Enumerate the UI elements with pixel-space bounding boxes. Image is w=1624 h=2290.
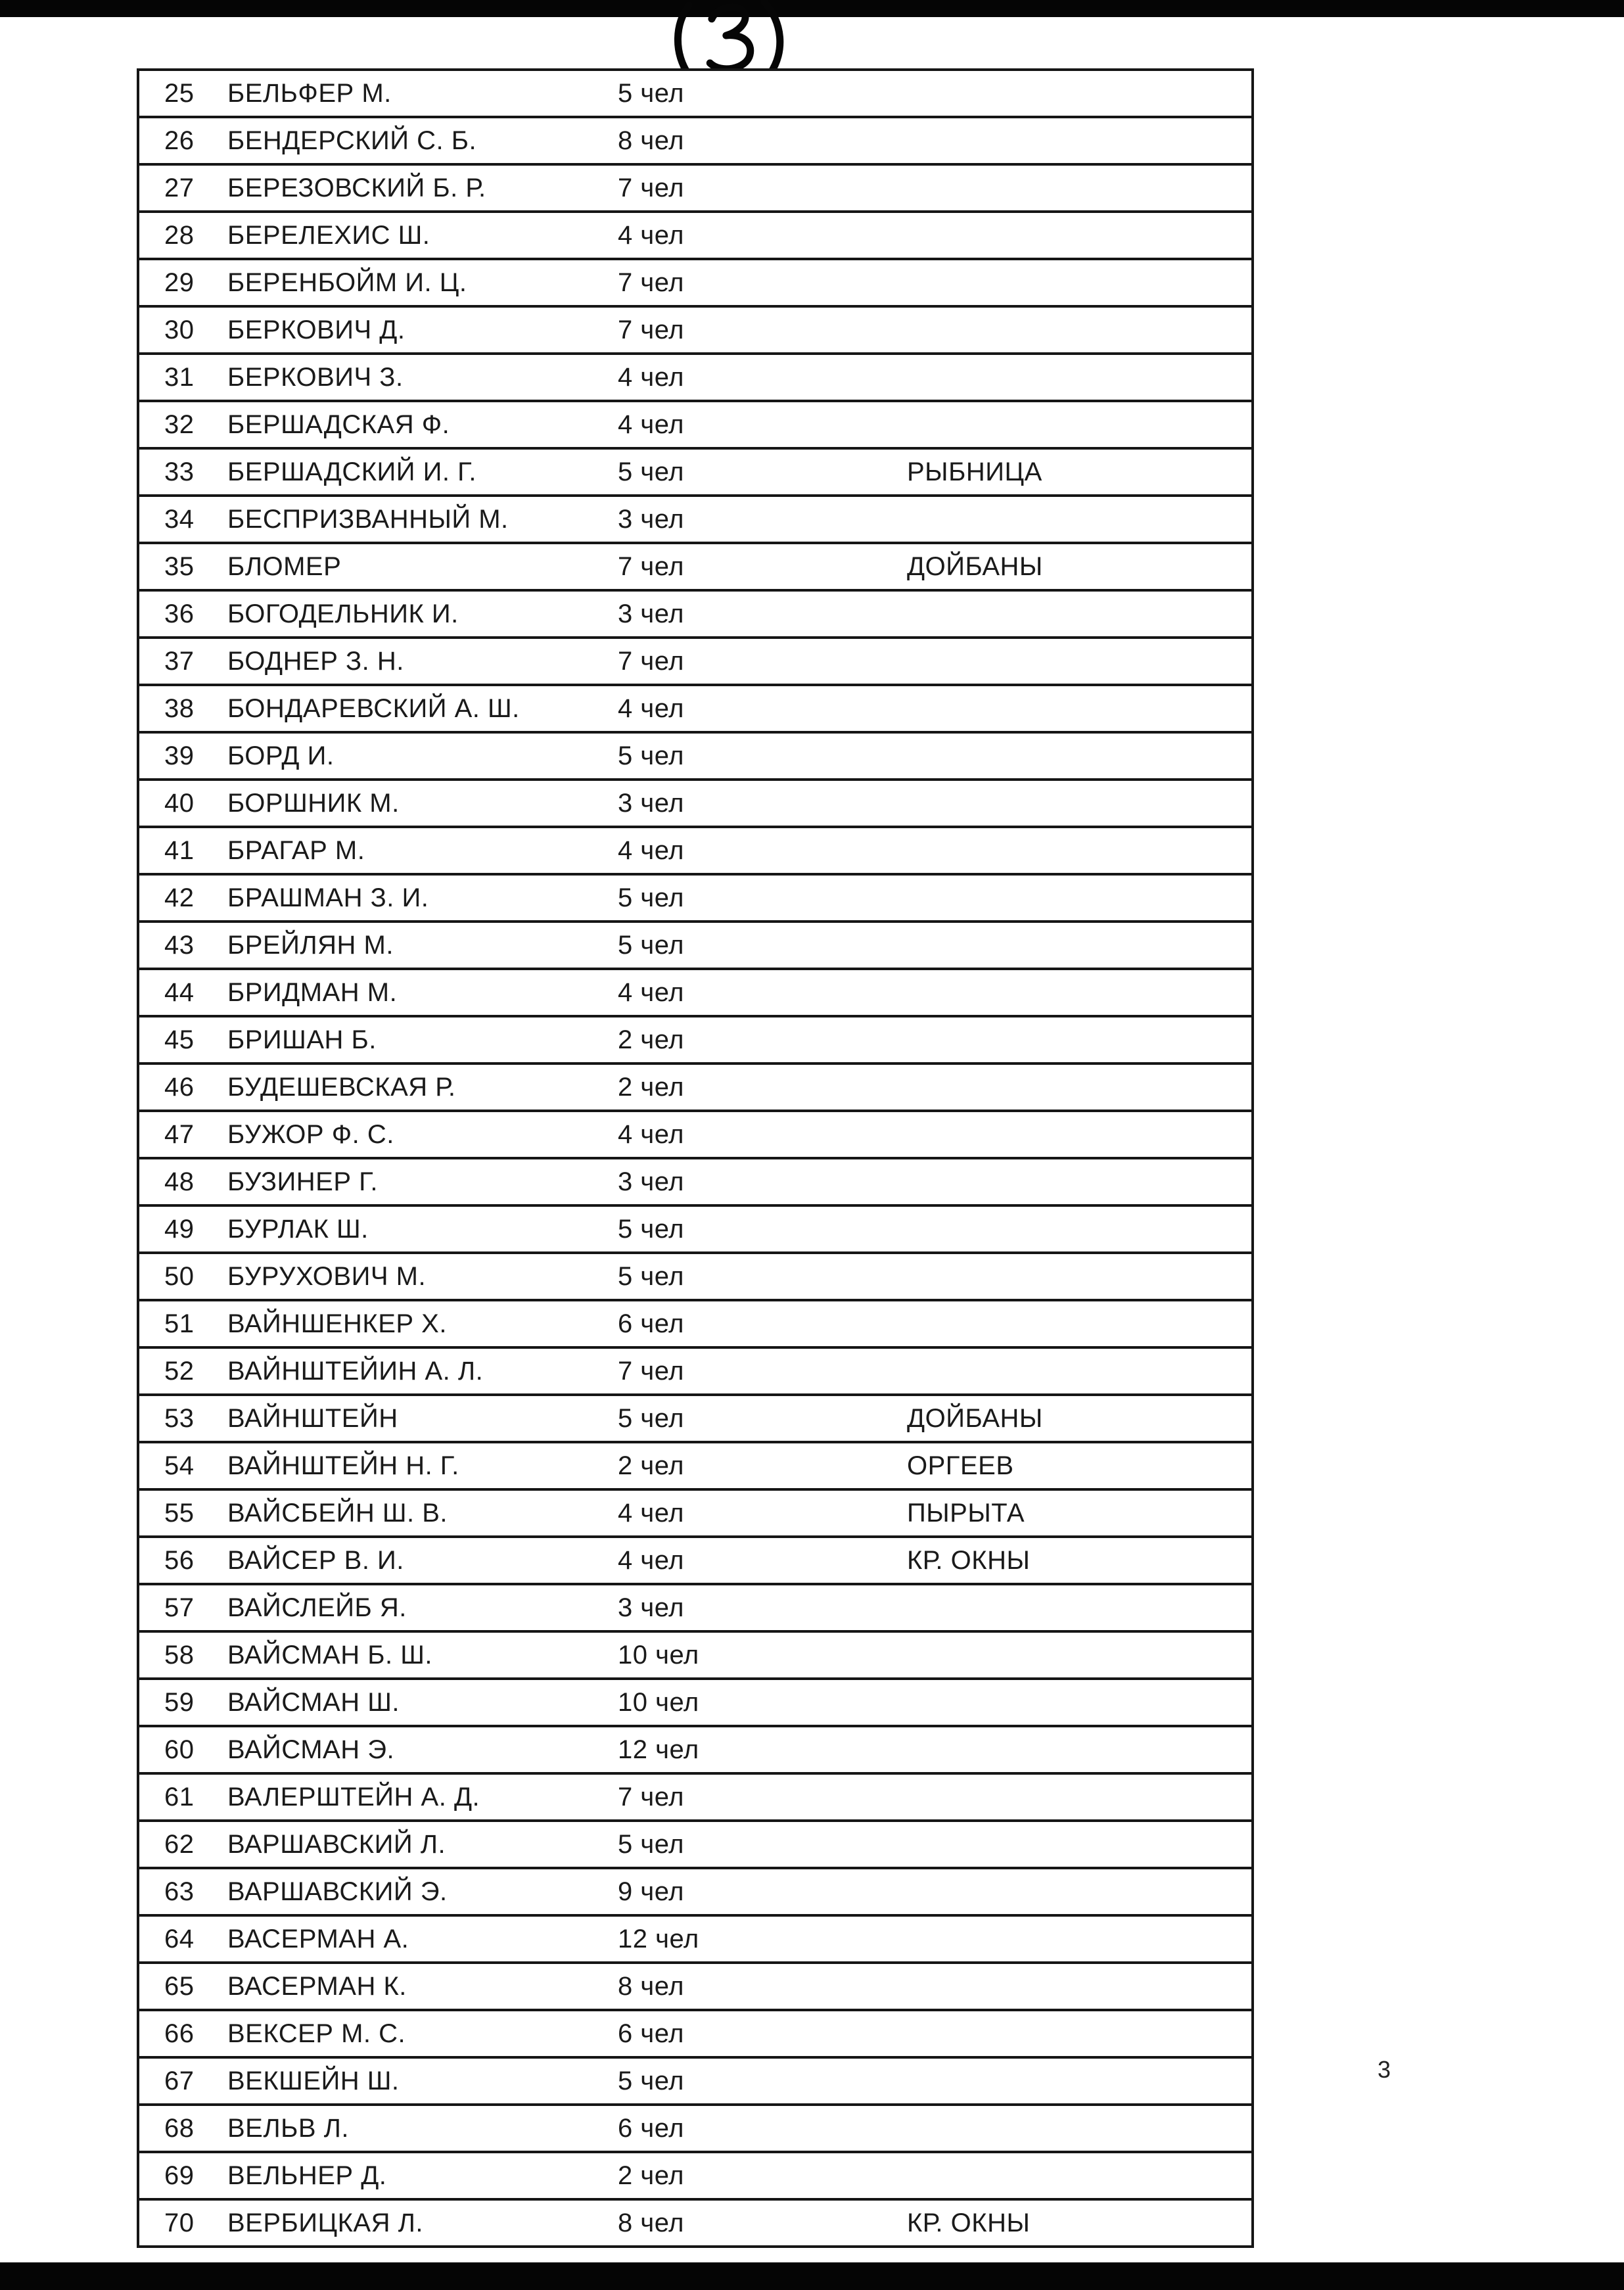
- row-number: 57: [164, 1593, 195, 1622]
- row-number: 33: [164, 457, 195, 486]
- row-number: 30: [164, 315, 195, 344]
- table-row: [139, 1017, 1251, 1065]
- row-count: 6 чел: [618, 2113, 684, 2143]
- row-number: 58: [164, 1640, 195, 1670]
- row-count: 5 чел: [618, 1403, 684, 1433]
- row-name: ВАЙНШТЕЙН: [227, 1403, 398, 1433]
- row-name: БРИШАН Б.: [227, 1025, 377, 1054]
- row-count: 12 чел: [618, 1735, 699, 1764]
- row-name: БРЕЙЛЯН М.: [227, 930, 394, 960]
- row-number: 50: [164, 1261, 195, 1291]
- table-row: [139, 213, 1251, 260]
- row-count: 5 чел: [618, 2066, 684, 2095]
- row-count: 6 чел: [618, 1309, 684, 1338]
- row-count: 5 чел: [618, 883, 684, 912]
- row-count: 8 чел: [618, 126, 684, 155]
- table-row: [139, 1207, 1251, 1254]
- row-place: ОРГЕЕВ: [907, 1451, 1014, 1480]
- table-row: [139, 260, 1251, 308]
- row-number: 39: [164, 741, 195, 770]
- row-count: 7 чел: [618, 315, 684, 344]
- row-count: 9 чел: [618, 1877, 684, 1906]
- row-name: БЕРЕНБОЙМ И. Ц.: [227, 268, 467, 297]
- row-count: 5 чел: [618, 1261, 684, 1291]
- row-number: 35: [164, 551, 195, 581]
- row-name: БУЖОР Ф. С.: [227, 1119, 394, 1149]
- row-number: 65: [164, 1971, 195, 2001]
- table-row: [139, 970, 1251, 1017]
- row-number: 28: [164, 220, 195, 250]
- row-number: 54: [164, 1451, 195, 1480]
- row-name: ВЕЛЬВ Л.: [227, 2113, 350, 2143]
- row-name: ВАСЕРМАН К.: [227, 1971, 407, 2001]
- row-number: 59: [164, 1687, 195, 1717]
- row-number: 42: [164, 883, 195, 912]
- row-number: 45: [164, 1025, 195, 1054]
- table-row: [139, 1443, 1251, 1491]
- row-count: 4 чел: [618, 693, 684, 723]
- table-row: [139, 1869, 1251, 1917]
- row-name: ВАЙНШТЕЙН Н. Г.: [227, 1451, 459, 1480]
- row-number: 46: [164, 1072, 195, 1102]
- row-name: ВАЙСБЕЙН Ш. В.: [227, 1498, 448, 1528]
- row-count: 5 чел: [618, 457, 684, 486]
- scan-artifact-top-bar: [0, 0, 1624, 17]
- row-name: ВАЛЕРШТЕЙН А. Д.: [227, 1782, 480, 1811]
- table-row: [139, 118, 1251, 166]
- row-number: 52: [164, 1356, 195, 1386]
- row-name: ВАЙСМАН Э.: [227, 1735, 395, 1764]
- row-name: БЕРЕЗОВСКИЙ Б. Р.: [227, 173, 486, 202]
- row-name: БЕРЕЛЕХИС Ш.: [227, 220, 430, 250]
- row-name: ВАЙСЛЕЙБ Я.: [227, 1593, 407, 1622]
- row-name: БЕРШАДСКАЯ Ф.: [227, 409, 450, 439]
- table-row: [139, 1159, 1251, 1207]
- row-count: 4 чел: [618, 1119, 684, 1149]
- row-number: 26: [164, 126, 195, 155]
- row-number: 60: [164, 1735, 195, 1764]
- row-number: 31: [164, 362, 195, 392]
- table-row: [139, 2106, 1251, 2153]
- row-number: 61: [164, 1782, 195, 1811]
- table-row: [139, 308, 1251, 355]
- row-name: БУДЕШЕВСКАЯ Р.: [227, 1072, 456, 1102]
- row-count: 5 чел: [618, 930, 684, 960]
- row-number: 67: [164, 2066, 195, 2095]
- row-name: ВАСЕРМАН А.: [227, 1924, 409, 1953]
- table-row: [139, 1491, 1251, 1538]
- row-number: 40: [164, 788, 195, 818]
- table-row: [139, 2153, 1251, 2201]
- table-row: [139, 2059, 1251, 2106]
- row-count: 7 чел: [618, 1356, 684, 1386]
- row-count: 2 чел: [618, 1451, 684, 1480]
- row-name: ВАРШАВСКИЙ Э.: [227, 1877, 448, 1906]
- table-row: [139, 1822, 1251, 1869]
- row-count: 4 чел: [618, 835, 684, 865]
- row-number: 70: [164, 2208, 195, 2237]
- row-count: 2 чел: [618, 1025, 684, 1054]
- table-row: [139, 355, 1251, 402]
- row-name: ВАЙНШТЕЙИН А. Л.: [227, 1356, 484, 1386]
- table-row: [139, 1585, 1251, 1633]
- row-count: 3 чел: [618, 504, 684, 534]
- row-count: 4 чел: [618, 409, 684, 439]
- row-name: БЕРШАДСКИЙ И. Г.: [227, 457, 477, 486]
- row-number: 68: [164, 2113, 195, 2143]
- row-count: 7 чел: [618, 268, 684, 297]
- row-name: БУРЛАК Ш.: [227, 1214, 369, 1244]
- row-count: 4 чел: [618, 977, 684, 1007]
- row-name: ВЕРБИЦКАЯ Л.: [227, 2208, 423, 2237]
- row-name: БРИДМАН М.: [227, 977, 398, 1007]
- row-name: ВЕКШЕЙН Ш.: [227, 2066, 400, 2095]
- table-row: [139, 1254, 1251, 1301]
- row-name: БЛОМЕР: [227, 551, 342, 581]
- table-row: [139, 544, 1251, 592]
- residents-list-table: [137, 68, 1254, 2248]
- row-number: 49: [164, 1214, 195, 1244]
- row-count: 4 чел: [618, 362, 684, 392]
- row-count: 7 чел: [618, 646, 684, 676]
- row-count: 3 чел: [618, 1167, 684, 1196]
- row-count: 12 чел: [618, 1924, 699, 1953]
- row-name: БОРД И.: [227, 741, 335, 770]
- row-number: 66: [164, 2019, 195, 2048]
- table-row: [139, 1301, 1251, 1349]
- table-row: [139, 2011, 1251, 2059]
- row-place: ПЫРЫТА: [907, 1498, 1025, 1528]
- table-row: [139, 592, 1251, 639]
- row-place: ДОЙБАНЫ: [907, 1403, 1043, 1433]
- row-name: ВАЙНШЕНКЕР Х.: [227, 1309, 447, 1338]
- table-row: [139, 781, 1251, 828]
- row-number: 41: [164, 835, 195, 865]
- table-row: [139, 1538, 1251, 1585]
- row-name: БРАШМАН З. И.: [227, 883, 429, 912]
- row-count: 4 чел: [618, 220, 684, 250]
- row-count: 5 чел: [618, 741, 684, 770]
- row-count: 4 чел: [618, 1498, 684, 1528]
- table-row: [139, 402, 1251, 450]
- row-count: 10 чел: [618, 1640, 699, 1670]
- row-count: 8 чел: [618, 1971, 684, 2001]
- table-row: [139, 71, 1251, 118]
- table-row: [139, 1396, 1251, 1443]
- row-name: БЕРКОВИЧ Д.: [227, 315, 406, 344]
- row-count: 10 чел: [618, 1687, 699, 1717]
- row-number: 51: [164, 1309, 195, 1338]
- row-count: 5 чел: [618, 78, 684, 108]
- row-number: 47: [164, 1119, 195, 1149]
- row-number: 32: [164, 409, 195, 439]
- row-name: ВЕКСЕР М. С.: [227, 2019, 406, 2048]
- row-count: 7 чел: [618, 173, 684, 202]
- row-name: БУРУХОВИЧ М.: [227, 1261, 427, 1291]
- row-number: 48: [164, 1167, 195, 1196]
- row-name: БЕРКОВИЧ З.: [227, 362, 404, 392]
- scan-artifact-bottom-bar: [0, 2262, 1624, 2290]
- row-number: 29: [164, 268, 195, 297]
- row-number: 64: [164, 1924, 195, 1953]
- row-number: 34: [164, 504, 195, 534]
- row-number: 37: [164, 646, 195, 676]
- row-name: БОГОДЕЛЬНИК И.: [227, 599, 459, 628]
- row-name: БУЗИНЕР Г.: [227, 1167, 379, 1196]
- table-row: [139, 923, 1251, 970]
- row-name: ВАЙСМАН Б. Ш.: [227, 1640, 432, 1670]
- table-row: [139, 734, 1251, 781]
- table-row: [139, 1633, 1251, 1680]
- row-number: 38: [164, 693, 195, 723]
- table-row: [139, 1917, 1251, 1964]
- table-row: [139, 1775, 1251, 1822]
- row-number: 55: [164, 1498, 195, 1528]
- row-number: 25: [164, 78, 195, 108]
- table-row: [139, 1112, 1251, 1159]
- row-number: 43: [164, 930, 195, 960]
- row-count: 3 чел: [618, 1593, 684, 1622]
- row-count: 8 чел: [618, 2208, 684, 2237]
- row-number: 62: [164, 1829, 195, 1859]
- table-row: [139, 1065, 1251, 1112]
- table-row: [139, 639, 1251, 686]
- row-place: КР. ОКНЫ: [907, 2208, 1031, 2237]
- row-count: 4 чел: [618, 1545, 684, 1575]
- row-number: 56: [164, 1545, 195, 1575]
- row-name: БОРШНИК М.: [227, 788, 400, 818]
- row-name: ВАРШАВСКИЙ Л.: [227, 1829, 446, 1859]
- row-count: 5 чел: [618, 1829, 684, 1859]
- row-name: БЕСПРИЗВАННЫЙ М.: [227, 504, 509, 534]
- row-count: 3 чел: [618, 788, 684, 818]
- row-count: 7 чел: [618, 551, 684, 581]
- row-number: 69: [164, 2161, 195, 2190]
- row-name: ВАЙСМАН Ш.: [227, 1687, 400, 1717]
- page-number: 3: [1378, 2056, 1391, 2083]
- table-row: [139, 686, 1251, 734]
- row-number: 63: [164, 1877, 195, 1906]
- row-count: 7 чел: [618, 1782, 684, 1811]
- row-count: 6 чел: [618, 2019, 684, 2048]
- table-row: [139, 1964, 1251, 2011]
- row-name: БОНДАРЕВСКИЙ А. Ш.: [227, 693, 520, 723]
- row-number: 27: [164, 173, 195, 202]
- table-row: [139, 166, 1251, 213]
- row-name: БЕНДЕРСКИЙ С. Б.: [227, 126, 477, 155]
- row-number: 36: [164, 599, 195, 628]
- table-row: [139, 828, 1251, 876]
- row-count: 2 чел: [618, 1072, 684, 1102]
- table-row: [139, 1680, 1251, 1727]
- row-name: БОДНЕР З. Н.: [227, 646, 404, 676]
- row-name: БРАГАР М.: [227, 835, 365, 865]
- row-name: БЕЛЬФЕР М.: [227, 78, 392, 108]
- table-row: [139, 497, 1251, 544]
- table-row: [139, 1727, 1251, 1775]
- row-number: 44: [164, 977, 195, 1007]
- row-place: КР. ОКНЫ: [907, 1545, 1031, 1575]
- row-name: ВАЙСЕР В. И.: [227, 1545, 404, 1575]
- row-count: 3 чел: [618, 599, 684, 628]
- row-place: РЫБНИЦА: [907, 457, 1042, 486]
- row-count: 5 чел: [618, 1214, 684, 1244]
- table-row: [139, 876, 1251, 923]
- table-row: [139, 2201, 1251, 2248]
- table-row: [139, 1349, 1251, 1396]
- row-place: ДОЙБАНЫ: [907, 551, 1043, 581]
- table-row: [139, 450, 1251, 497]
- row-number: 53: [164, 1403, 195, 1433]
- row-name: ВЕЛЬНЕР Д.: [227, 2161, 387, 2190]
- row-count: 2 чел: [618, 2161, 684, 2190]
